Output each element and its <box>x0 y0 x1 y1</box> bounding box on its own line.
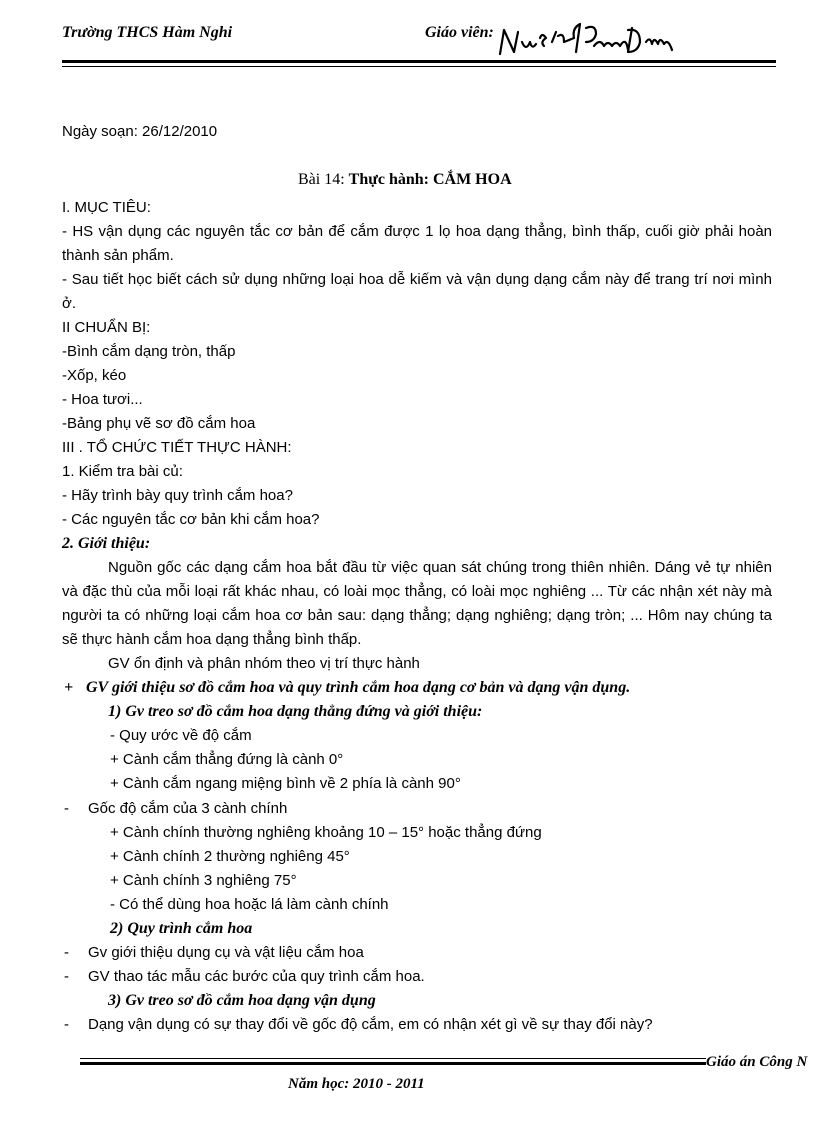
section-2-heading: II CHUẨN BỊ: <box>62 319 151 336</box>
sub3-item: Dạng vận dụng có sự thay đổi về gốc độ cắm, em có nhận xét gì về sự thay đổi này? <box>88 1016 653 1033</box>
angle-item: + Cành chính 2 thường nghiêng 45° <box>110 848 350 865</box>
section-1-heading: I. MỤC TIÊU: <box>62 199 151 216</box>
prep-item: -Bình cắm dạng tròn, thấp <box>62 343 236 360</box>
lesson-title <box>298 171 512 189</box>
sub2-bullet: - <box>64 944 69 961</box>
sub2-bullet: - <box>64 968 69 985</box>
angle-heading: Gốc độ cắm của 3 cành chính <box>88 800 288 817</box>
date-line: Ngày soạn: 26/12/2010 <box>62 123 218 140</box>
prep-item: - Hoa tươi... <box>62 391 143 408</box>
prep-item: -Xốp, kéo <box>62 367 127 384</box>
sub1-item: - Quy ước về độ cắm <box>110 727 252 744</box>
intro-paragraph: Nguồn gốc các dạng cắm hoa bắt đầu từ việc quan sát chúng trong thiên nhiên. Dáng vẻ tự nhiên và đặc thù của mỗi loại rất khác nhau, có loài mọc thẳng, có loài mọc nghiêng ... Từ các nhận xét này mà người ta có những loại cắm hoa cơ bản sau: dạng thẳng; dạng nghiêng; dạng tròn; ... Hôm nay chúng ta sẽ thực hành cắm hoa dạng thẳng bình thấp. <box>62 559 772 648</box>
angle-item: - Có thể dùng hoa hoặc lá làm cành chính <box>110 896 389 913</box>
lesson-title-prefix: Bài 14: <box>298 171 349 188</box>
angle-bullet: - <box>64 800 69 817</box>
header-school: Trường THCS Hàm Nghi <box>62 24 233 41</box>
footer-right-label: Giáo án Công N <box>706 1054 808 1070</box>
plus-mark: + <box>64 679 74 696</box>
objective-1: - HS vận dụng các nguyên tắc cơ bản để cắm được 1 lọ hoa dạng thẳng, bình thấp, cuối giờ phải hoàn thành sản phẩm. <box>62 223 772 264</box>
header-rule-thin <box>62 66 776 67</box>
footer-year: Năm học: 2010 - 2011 <box>288 1076 425 1092</box>
review-question: - Các nguyên tắc cơ bản khi cắm hoa? <box>62 511 320 528</box>
subsection-review: 1. Kiểm tra bài củ: <box>62 463 183 480</box>
sub1-item: + Cành cắm thẳng đứng là cành 0° <box>110 751 344 768</box>
gv-line: GV ổn định và phân nhóm theo vị trí thực hành <box>108 655 420 672</box>
objective-2: - Sau tiết học biết cách sử dụng những loại hoa dễ kiếm và vận dụng dạng cắm này để trang trí nơi mình ở. <box>62 271 772 312</box>
sub3-heading: 3) Gv treo sơ đồ cắm hoa dạng vận dụng <box>108 992 376 1009</box>
angle-item: + Cành chính 3 nghiêng 75° <box>110 872 297 889</box>
sub2-item: Gv giới thiệu dụng cụ và vật liệu cắm hoa <box>88 944 364 961</box>
sub1-item: + Cành cắm ngang miệng bình về 2 phía là cành 90° <box>110 775 461 792</box>
sub1-heading: 1) Gv treo sơ đồ cắm hoa dạng thẳng đứng và giới thiệu: <box>108 703 483 720</box>
lesson-title-main: Thực hành: CẮM HOA <box>348 171 512 188</box>
review-question: - Hãy trình bày quy trình cắm hoa? <box>62 487 293 504</box>
plus-heading: GV giới thiệu sơ đồ cắm hoa và quy trình cắm hoa dạng cơ bản và dạng vận dụng. <box>86 679 631 696</box>
header-rule-thick <box>62 60 776 63</box>
footer-rule-thin <box>80 1058 706 1059</box>
sub2-heading: 2) Quy trình cắm hoa <box>110 920 253 937</box>
teacher-signature <box>496 20 686 62</box>
prep-item: -Bảng phụ vẽ sơ đồ cắm hoa <box>62 415 256 432</box>
sub2-item: GV thao tác mẫu các bước của quy trình cắm hoa. <box>88 968 425 985</box>
header-teacher-label: Giáo viên: <box>425 24 494 41</box>
angle-item: + Cành chính thường nghiêng khoảng 10 – 15° hoặc thẳng đứng <box>110 824 542 841</box>
section-3-heading: III . TỔ CHỨC TIẾT THỰC HÀNH: <box>62 439 292 456</box>
sub3-bullet: - <box>64 1016 69 1033</box>
footer-rule-thick <box>80 1062 706 1065</box>
subsection-intro: 2. Giới thiệu: <box>62 535 151 552</box>
